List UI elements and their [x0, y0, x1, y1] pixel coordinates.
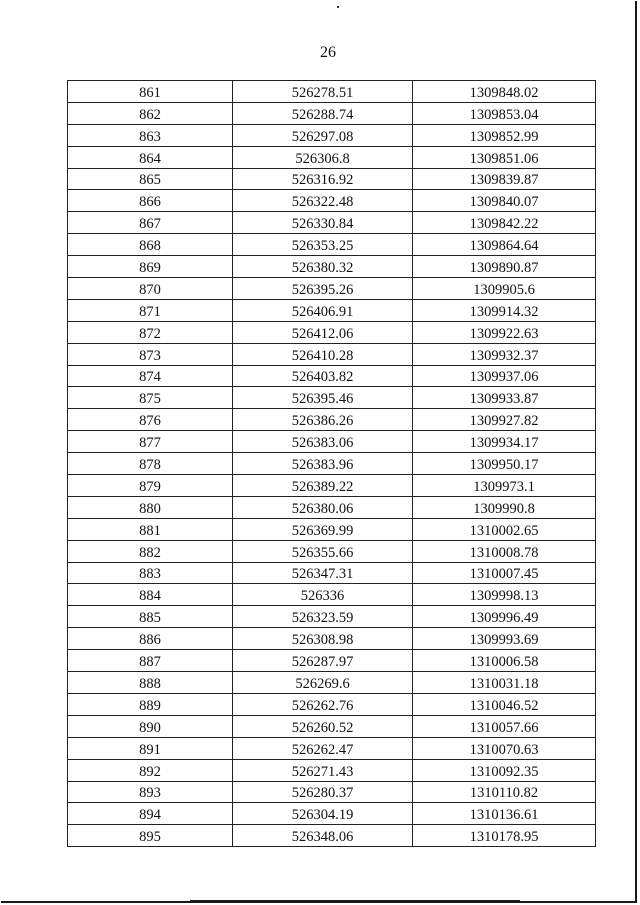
point-number-cell: 870	[68, 278, 233, 300]
table-row	[68, 518, 596, 540]
x-coordinate-cell: 526262.47	[233, 737, 413, 759]
x-coordinate-cell: 526369.99	[233, 518, 413, 540]
table-row	[68, 321, 596, 343]
table-row	[68, 124, 596, 146]
point-number-cell: 875	[68, 387, 233, 409]
table-row	[68, 715, 596, 737]
table-row	[68, 693, 596, 715]
y-coordinate-cell: 1309905.6	[413, 278, 596, 300]
point-number-cell: 871	[68, 299, 233, 321]
point-number-cell: 866	[68, 190, 233, 212]
x-coordinate-cell: 526347.31	[233, 562, 413, 584]
x-coordinate-cell: 526323.59	[233, 606, 413, 628]
point-number-cell: 861	[68, 81, 233, 103]
point-number-cell: 895	[68, 825, 233, 847]
y-coordinate-cell: 1309996.49	[413, 606, 596, 628]
table-row	[68, 256, 596, 278]
point-number-cell: 873	[68, 343, 233, 365]
x-coordinate-cell: 526380.32	[233, 256, 413, 278]
point-number-cell: 862	[68, 102, 233, 124]
y-coordinate-cell: 1310070.63	[413, 737, 596, 759]
y-coordinate-cell: 1309839.87	[413, 168, 596, 190]
point-number-cell: 872	[68, 321, 233, 343]
y-coordinate-cell: 1309890.87	[413, 256, 596, 278]
y-coordinate-cell: 1309950.17	[413, 453, 596, 475]
point-number-cell: 877	[68, 431, 233, 453]
table-row	[68, 81, 596, 103]
y-coordinate-cell: 1310006.58	[413, 650, 596, 672]
y-coordinate-cell: 1309927.82	[413, 409, 596, 431]
point-number-cell: 869	[68, 256, 233, 278]
x-coordinate-cell: 526395.26	[233, 278, 413, 300]
point-number-cell: 874	[68, 365, 233, 387]
point-number-cell: 881	[68, 518, 233, 540]
x-coordinate-cell: 526353.25	[233, 234, 413, 256]
x-coordinate-cell: 526262.76	[233, 693, 413, 715]
x-coordinate-cell: 526380.06	[233, 496, 413, 518]
y-coordinate-cell: 1309851.06	[413, 146, 596, 168]
x-coordinate-cell: 526280.37	[233, 781, 413, 803]
x-coordinate-cell: 526297.08	[233, 124, 413, 146]
y-coordinate-cell: 1309934.17	[413, 431, 596, 453]
x-coordinate-cell: 526278.51	[233, 81, 413, 103]
y-coordinate-cell: 1309933.87	[413, 387, 596, 409]
point-number-cell: 892	[68, 759, 233, 781]
point-number-cell: 894	[68, 803, 233, 825]
table-row	[68, 759, 596, 781]
table-row	[68, 825, 596, 847]
x-coordinate-cell: 526330.84	[233, 212, 413, 234]
page-number: 26	[320, 44, 336, 61]
y-coordinate-cell: 1309852.99	[413, 124, 596, 146]
point-number-cell: 876	[68, 409, 233, 431]
y-coordinate-cell: 1309922.63	[413, 321, 596, 343]
table-row	[68, 628, 596, 650]
y-coordinate-cell: 1310007.45	[413, 562, 596, 584]
table-row	[68, 475, 596, 497]
table-row	[68, 431, 596, 453]
table-row	[68, 234, 596, 256]
point-number-cell: 868	[68, 234, 233, 256]
table-row	[68, 803, 596, 825]
x-coordinate-cell: 526308.98	[233, 628, 413, 650]
table-row	[68, 387, 596, 409]
point-number-cell: 883	[68, 562, 233, 584]
coordinates-table-body	[68, 81, 596, 847]
x-coordinate-cell: 526287.97	[233, 650, 413, 672]
point-number-cell: 878	[68, 453, 233, 475]
point-number-cell: 888	[68, 672, 233, 694]
point-number-cell: 884	[68, 584, 233, 606]
table-row	[68, 672, 596, 694]
table-row	[68, 168, 596, 190]
table-row	[68, 562, 596, 584]
x-coordinate-cell: 526386.26	[233, 409, 413, 431]
point-number-cell: 864	[68, 146, 233, 168]
x-coordinate-cell: 526383.96	[233, 453, 413, 475]
y-coordinate-cell: 1309990.8	[413, 496, 596, 518]
scan-dot	[337, 6, 339, 8]
point-number-cell: 891	[68, 737, 233, 759]
table-row	[68, 299, 596, 321]
point-number-cell: 880	[68, 496, 233, 518]
table-row	[68, 496, 596, 518]
y-coordinate-cell: 1309932.37	[413, 343, 596, 365]
table-row	[68, 584, 596, 606]
y-coordinate-cell: 1310002.65	[413, 518, 596, 540]
x-coordinate-cell: 526306.8	[233, 146, 413, 168]
point-number-cell: 887	[68, 650, 233, 672]
table-row	[68, 737, 596, 759]
table-row	[68, 540, 596, 562]
table-row	[68, 146, 596, 168]
x-coordinate-cell: 526403.82	[233, 365, 413, 387]
table-row	[68, 650, 596, 672]
table-row	[68, 343, 596, 365]
bottom-edge-mark	[190, 900, 520, 902]
x-coordinate-cell: 526406.91	[233, 299, 413, 321]
point-number-cell: 885	[68, 606, 233, 628]
x-coordinate-cell: 526383.06	[233, 431, 413, 453]
y-coordinate-cell: 1310031.18	[413, 672, 596, 694]
table-row	[68, 409, 596, 431]
point-number-cell: 863	[68, 124, 233, 146]
y-coordinate-cell: 1309973.1	[413, 475, 596, 497]
x-coordinate-cell: 526288.74	[233, 102, 413, 124]
y-coordinate-cell: 1309993.69	[413, 628, 596, 650]
y-coordinate-cell: 1309840.07	[413, 190, 596, 212]
y-coordinate-cell: 1310057.66	[413, 715, 596, 737]
x-coordinate-cell: 526412.06	[233, 321, 413, 343]
table-row	[68, 453, 596, 475]
x-coordinate-cell: 526348.06	[233, 825, 413, 847]
point-number-cell: 889	[68, 693, 233, 715]
x-coordinate-cell: 526322.48	[233, 190, 413, 212]
point-number-cell: 865	[68, 168, 233, 190]
y-coordinate-cell: 1310046.52	[413, 693, 596, 715]
x-coordinate-cell: 526389.22	[233, 475, 413, 497]
x-coordinate-cell: 526336	[233, 584, 413, 606]
y-coordinate-cell: 1310110.82	[413, 781, 596, 803]
y-coordinate-cell: 1309853.04	[413, 102, 596, 124]
table-row	[68, 278, 596, 300]
x-coordinate-cell: 526410.28	[233, 343, 413, 365]
x-coordinate-cell: 526355.66	[233, 540, 413, 562]
y-coordinate-cell: 1310136.61	[413, 803, 596, 825]
point-number-cell: 882	[68, 540, 233, 562]
y-coordinate-cell: 1309998.13	[413, 584, 596, 606]
y-coordinate-cell: 1309848.02	[413, 81, 596, 103]
x-coordinate-cell: 526316.92	[233, 168, 413, 190]
y-coordinate-cell: 1310092.35	[413, 759, 596, 781]
y-coordinate-cell: 1309914.32	[413, 299, 596, 321]
y-coordinate-cell: 1310178.95	[413, 825, 596, 847]
x-coordinate-cell: 526271.43	[233, 759, 413, 781]
x-coordinate-cell: 526269.6	[233, 672, 413, 694]
y-coordinate-cell: 1310008.78	[413, 540, 596, 562]
point-number-cell: 893	[68, 781, 233, 803]
point-number-cell: 879	[68, 475, 233, 497]
point-number-cell: 886	[68, 628, 233, 650]
table-row	[68, 102, 596, 124]
x-coordinate-cell: 526260.52	[233, 715, 413, 737]
point-number-cell: 867	[68, 212, 233, 234]
coordinates-table	[67, 80, 596, 847]
x-coordinate-cell: 526395.46	[233, 387, 413, 409]
y-coordinate-cell: 1309937.06	[413, 365, 596, 387]
y-coordinate-cell: 1309842.22	[413, 212, 596, 234]
table-row	[68, 212, 596, 234]
x-coordinate-cell: 526304.19	[233, 803, 413, 825]
table-row	[68, 606, 596, 628]
y-coordinate-cell: 1309864.64	[413, 234, 596, 256]
table-row	[68, 190, 596, 212]
table-row	[68, 365, 596, 387]
table-row	[68, 781, 596, 803]
point-number-cell: 890	[68, 715, 233, 737]
